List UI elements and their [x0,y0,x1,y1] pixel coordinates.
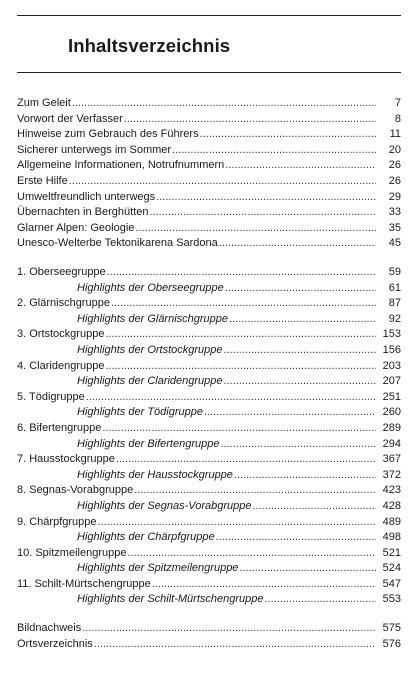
toc-entry-label: Highlights der Spitzmeilengruppe [77,562,239,575]
toc-page-number: 156 [382,343,401,356]
toc-subentry [17,281,401,297]
toc-page-number: 8 [394,112,401,125]
toc-entry-label: Sicherer unterwegs im Sommer [17,143,172,156]
dot-leader [200,127,376,143]
dot-leader [135,221,376,237]
toc-page-number: 553 [382,593,401,606]
dot-leader [152,577,376,593]
toc-subentry [17,561,401,577]
toc-entry-label: 11. Schilt-Mürtschengruppe [17,577,151,590]
dot-leader [72,96,376,112]
dot-leader [234,468,376,484]
toc-entry [17,296,401,312]
dot-leader [224,343,376,359]
toc-entry [17,483,401,499]
dot-leader [204,405,376,421]
toc-page-number: 524 [382,562,401,575]
toc-entry [17,174,401,190]
toc-entry-label: Highlights der Hausstockgruppe [77,468,233,481]
title-rule [17,72,401,73]
toc-entry [17,190,401,206]
dot-leader [225,281,376,297]
toc-entry-label: Highlights der Oberseegruppe [77,281,224,294]
toc-entry-label: Allgemeine Informationen, Notrufnummern [17,159,225,172]
toc-subentry [17,499,401,515]
page-title: Inhaltsverzeichnis [68,35,231,56]
toc-page-number: 26 [388,159,401,172]
dot-leader [156,190,376,206]
toc-entry-label: 8. Segnas-Vorabgruppe [17,484,134,497]
toc-entry-label: Glarner Alpen: Geologie [17,221,135,234]
toc-entry-label: 2. Glärnischgruppe [17,297,110,310]
dot-leader [107,265,376,281]
toc-subentry [17,437,401,453]
dot-leader [127,546,376,562]
toc-entry [17,390,401,406]
toc-entry-label: Highlights der Chärpfgruppe [77,531,215,544]
dot-leader [252,499,376,515]
toc-entry [17,236,401,252]
toc-entry [17,327,401,343]
toc-entry-label: Highlights der Ortstockgruppe [77,343,223,356]
toc-entry-label: Zum Geleit [17,97,71,109]
toc-page-number: 547 [382,577,401,590]
toc-entry-label: Highlights der Tödigruppe [77,406,203,419]
dot-leader [105,359,376,375]
toc-page-number: 251 [382,390,401,403]
dot-leader [69,174,376,190]
toc-subentry [17,468,401,484]
dot-leader [82,621,376,637]
toc-entry-label: Hinweise zum Gebrauch des Führers [17,128,199,141]
toc-entry-label: 9. Chärpfgruppe [17,515,97,528]
toc-entry [17,621,401,637]
toc-page-number: 423 [382,484,401,497]
toc-entry-label: Highlights der Schilt-Mürtschengruppe [77,593,264,606]
toc-page-number: 29 [388,190,401,203]
dot-leader [216,530,376,546]
toc-entry-label: 3. Ortstockgruppe [17,328,105,341]
toc-back-matter [17,621,401,652]
toc-subentry [17,343,401,359]
toc-entry [17,158,401,174]
toc-mountain-groups [17,265,401,608]
toc-page-number: 35 [388,221,401,234]
dot-leader [149,205,376,221]
toc-subentry [17,312,401,328]
dot-leader [86,390,376,406]
toc-page-number: 33 [388,206,401,219]
dot-leader [102,421,376,437]
toc-entry [17,546,401,562]
toc-entry [17,127,401,143]
toc-entry-label: 1. Oberseegruppe [17,266,106,278]
toc-page-number: 294 [382,437,401,450]
toc-page-number: 576 [382,637,401,650]
toc-entry [17,205,401,221]
toc-page-number: 61 [388,281,401,294]
toc-entry [17,637,401,653]
toc-entry [17,143,401,159]
dot-leader [220,437,376,453]
top-rule [17,15,401,16]
toc-entry-label: Erste Hilfe [17,174,68,187]
toc-entry-label: 4. Claridengruppe [17,359,105,372]
toc-page-number: 489 [382,515,401,528]
toc-entry-label: Highlights der Segnas-Vorabgruppe [77,499,252,512]
dot-leader [224,374,376,390]
toc-entry-label: Highlights der Claridengruppe [77,375,223,388]
toc-entry-label: Bildnachweis [17,622,82,634]
toc-entry-label: 6. Bifertengruppe [17,421,102,434]
toc-entry [17,577,401,593]
toc-page-number: 20 [388,143,401,156]
dot-leader [94,637,376,653]
dot-leader [111,296,376,312]
dot-leader [124,112,376,128]
toc-page-number: 59 [388,266,401,278]
toc-subentry [17,405,401,421]
toc-entry [17,112,401,128]
toc-page-number: 153 [382,328,401,341]
toc-page-number: 260 [382,406,401,419]
toc-entry [17,221,401,237]
toc-entry-label: Highlights der Glärnischgruppe [77,312,229,325]
dot-leader [264,592,376,608]
dot-leader [105,327,376,343]
dot-leader [172,143,376,159]
toc-entry-label: Umweltfreundlich unterwegs [17,190,156,203]
toc-entry-label: Highlights der Bifertengruppe [77,437,220,450]
toc-page-number: 428 [382,499,401,512]
toc-entry-label: Ortsverzeichnis [17,637,93,650]
toc-page-number: 87 [388,297,401,310]
toc-entry [17,359,401,375]
toc-page-number: 498 [382,531,401,544]
dot-leader [229,312,376,328]
toc-entry-label: Übernachten in Berghütten [17,206,149,219]
toc-subentry [17,530,401,546]
toc-entry-label: 10. Spitzmeilengruppe [17,546,127,559]
dot-leader [225,158,376,174]
toc-page-number: 7 [394,97,401,109]
toc-subentry [17,374,401,390]
dot-leader [219,236,376,252]
toc-page-number: 45 [388,237,401,250]
toc-page-number: 207 [382,375,401,388]
dot-leader [116,452,376,468]
toc-page-number: 11 [389,128,401,141]
toc-page-number: 575 [382,622,401,634]
toc-page-number: 372 [382,468,401,481]
toc-entry [17,265,401,281]
toc-subentry [17,592,401,608]
toc-page-number: 289 [382,421,401,434]
toc-page-number: 92 [388,312,401,325]
toc-entry-label: 7. Hausstockgruppe [17,453,115,466]
toc-page-number: 521 [382,546,401,559]
toc-entry [17,96,401,112]
dot-leader [98,515,377,531]
toc-entry [17,515,401,531]
dot-leader [239,561,376,577]
toc-page-number: 367 [382,453,401,466]
toc-entry-label: 5. Tödigruppe [17,390,85,403]
toc-entry-label: Unesco-Welterbe Tektonikarena Sardona [17,237,218,250]
toc-entry-label: Vorwort der Verfasser [17,112,123,125]
toc-page-number: 26 [388,174,401,187]
toc-front-matter [17,96,401,252]
toc-entry [17,452,401,468]
toc-page-number: 203 [382,359,401,372]
dot-leader [134,483,376,499]
toc-entry [17,421,401,437]
